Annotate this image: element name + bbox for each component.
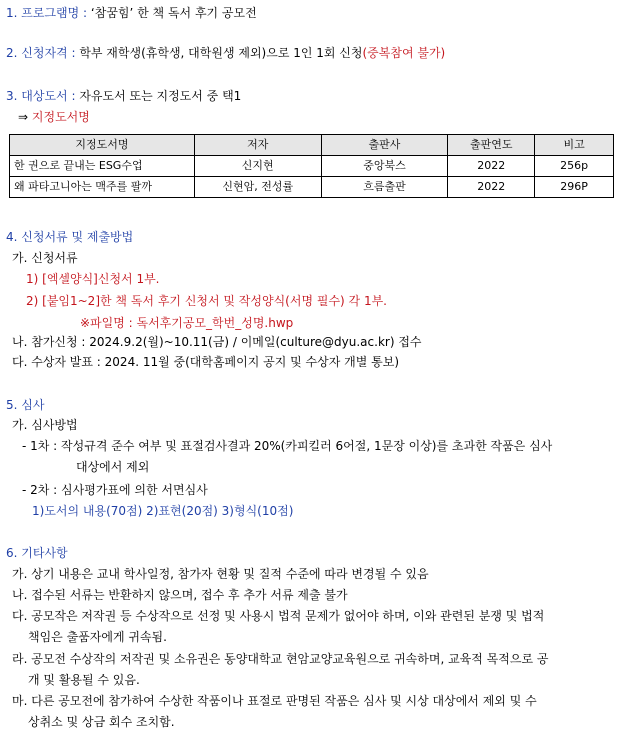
misc-item-ra-cont: 개 및 활용될 수 있음.: [28, 673, 140, 687]
designated-books-heading: [18, 110, 90, 125]
book-year-cell: 2022: [448, 156, 535, 177]
table-row: [10, 156, 614, 177]
misc-item-ma-cont: 상취소 및 상금 회수 조치함.: [28, 715, 175, 729]
section-5-title: 5. 심사: [6, 398, 45, 412]
section-3-books: [6, 89, 241, 104]
document-item-1: 1) [엑셀양식]신청서 1부.: [26, 272, 160, 286]
section-4-title: 4. 신청서류 및 제출방법: [6, 230, 134, 244]
book-note-cell: 256p: [535, 156, 614, 177]
file-name-note: ※파일명 : 독서후기공모_학번_성명.hwp: [80, 316, 294, 330]
section-4-documents: 가. 신청서류: [12, 251, 78, 265]
designated-books-table: [9, 134, 614, 198]
first-round-cont: 대상에서 제외: [76, 460, 150, 474]
arrow-icon: ⇒: [18, 110, 29, 124]
misc-item-ma: 마. 다른 공모전에 참가하여 수상한 작품이나 표절로 판명된 작품은 심사 및 시상 대상에서 제외 및 수: [12, 694, 537, 708]
book-author-cell: 신지현: [194, 156, 321, 177]
section-1-program: [6, 6, 257, 21]
book-publisher-cell: 중앙북스: [321, 156, 448, 177]
book-author-cell: 신현암, 전성률: [194, 177, 321, 198]
review-method: 가. 심사방법: [12, 418, 78, 432]
section-1-label: 1. 프로그램명: [6, 6, 80, 20]
misc-item-ra: 라. 공모전 수상작의 저작권 및 소유권은 동양대학교 현암교양교육원으로 귀속하며, 교육적 목적으로 공: [12, 652, 549, 666]
misc-item-da-cont: 책임은 출품자에게 귀속됨.: [28, 630, 167, 644]
misc-item-na: 나. 접수된 서류는 반환하지 않으며, 접수 후 추가 서류 제출 불가: [12, 588, 348, 602]
section-1-sep: :: [79, 6, 91, 20]
section-2-value: 학부 재학생(휴학생, 대학원생 제외)으로 1인 1회 신청: [79, 46, 363, 60]
section-2-eligibility: [6, 46, 445, 61]
column-header-year: 출판연도: [448, 135, 535, 156]
section-3-label: 3. 대상도서: [6, 89, 68, 103]
section-3-value: 자유도서 또는 지정도서 중 택1: [79, 89, 242, 103]
column-header-title: 지정도서명: [10, 135, 195, 156]
book-title-cell: 한 권으로 끝내는 ESG수업: [10, 156, 195, 177]
misc-item-da: 다. 공모작은 저작권 등 수상작으로 선정 및 사용시 법적 문제가 없어야 하며, 이와 관련된 분쟁 및 법적: [12, 609, 545, 623]
table-row: [10, 177, 614, 198]
second-round: - 2차 : 심사평가표에 의한 서면심사: [22, 483, 208, 497]
table-header-row: [10, 135, 614, 156]
document-item-2: 2) [붙임1~2]한 책 독서 후기 신청서 및 작성양식(서명 필수) 각 1부.: [26, 294, 387, 308]
book-note-cell: 296P: [535, 177, 614, 198]
book-year-cell: 2022: [448, 177, 535, 198]
section-2-sep: :: [67, 46, 80, 60]
section-2-note: (중복참여 불가): [362, 46, 446, 60]
first-round: - 1차 : 작성규격 준수 여부 및 표절검사결과 20%(카피킬러 6어절, 1문장 이상)를 초과한 작품은 심사: [22, 439, 553, 453]
column-header-note: 비고: [535, 135, 614, 156]
column-header-author: 저자: [194, 135, 321, 156]
section-3-sep: :: [67, 89, 80, 103]
designated-books-label: 지정도서명: [31, 110, 90, 124]
section-1-value: ‘참꿈힘’ 한 책 독서 후기 공모전: [90, 6, 257, 20]
book-title-cell: 왜 파타고니아는 맥주를 팔까: [10, 177, 195, 198]
review-criteria: 1)도서의 내용(70점) 2)표현(20점) 3)형식(10점): [32, 504, 294, 518]
winner-announcement: 다. 수상자 발표 : 2024. 11월 중(대학홈페이지 공지 및 수상자 개별 통보): [12, 355, 400, 369]
book-publisher-cell: 흐름출판: [321, 177, 448, 198]
application-period: 나. 참가신청 : 2024.9.2(월)~10.11(금) / 이메일(culture@dyu.ac.kr) 접수: [12, 335, 422, 349]
misc-item-ga: 가. 상기 내용은 교내 학사일정, 참가자 현황 및 질적 수준에 따라 변경될 수 있음: [12, 567, 429, 581]
section-6-title: 6. 기타사항: [6, 546, 68, 560]
column-header-publisher: 출판사: [321, 135, 448, 156]
section-2-label: 2. 신청자격: [6, 46, 68, 60]
